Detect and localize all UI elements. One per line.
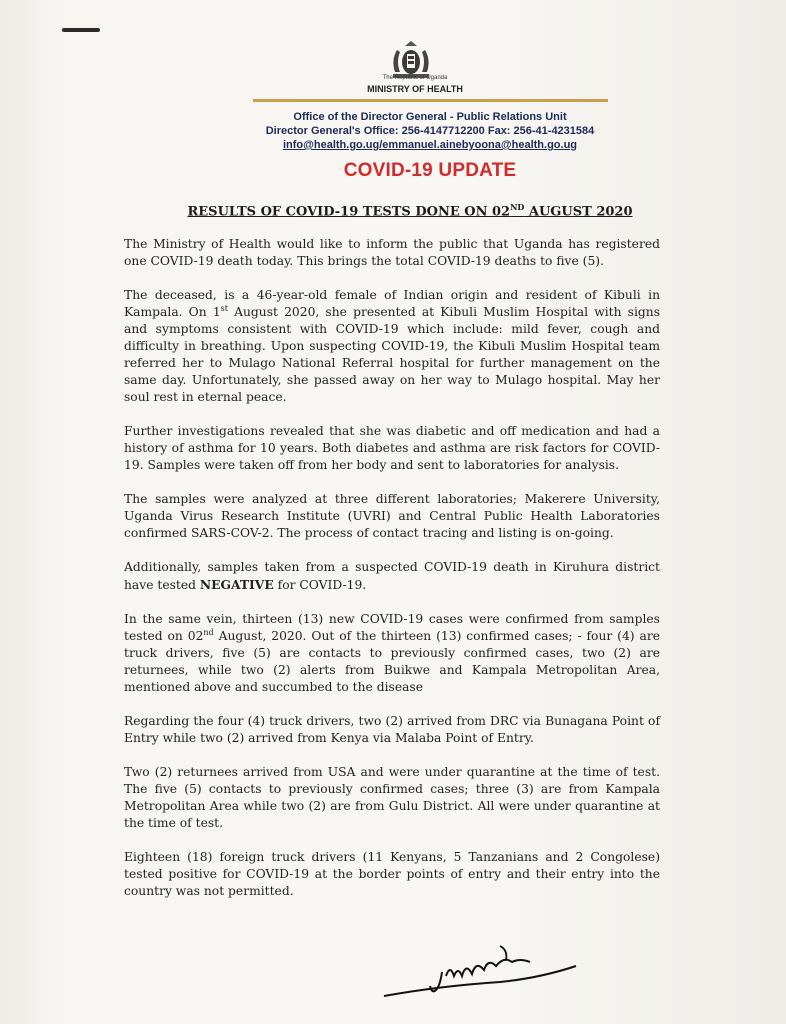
text-run: Additionally, samples taken from a suspected COVID-19 death in Kiruhura district have tested: [124, 560, 660, 592]
document-subtitle: [150, 202, 670, 219]
subtitle-suffix: AUGUST 2020: [524, 204, 633, 220]
paragraph-investigations: Further investigations revealed that she was diabetic and off medication and had a history of asthma for 10 years. Both diabetes and asthma are risk factors for COVID-19. Samples were taken off from her body and sent to laboratories for analysis.: [124, 424, 660, 472]
text-run: The deceased, is a 46-year-old female of Indian origin and resident of Kibuli in Kampala. On 1: [124, 288, 660, 319]
paragraph-deceased-details: [124, 287, 660, 406]
document-body: [124, 236, 660, 917]
paragraph-new-cases: [124, 611, 660, 696]
phone-line: Director General's Office: 256-4147712200 Fax: 256-41-4231584: [265, 125, 595, 137]
superscript: nd: [203, 627, 214, 637]
text-run: In the same vein, thirteen (13) new COVID-19 cases were confirmed from samples tested on 02: [124, 612, 660, 643]
subtitle-superscript: ND: [510, 202, 525, 212]
text-run: August, 2020. Out of the thirteen (13) confirmed cases; - four (4) are truck drivers, five (5) are contacts to previously confirmed cases, two (2) are returnees, while two (2) alerts from Buikwe and Kampala Metropolitan Area, mentioned above and succumbed to the disease: [124, 629, 660, 694]
paragraph-returnees-contacts: Two (2) returnees arrived from USA and were under quarantine at the time of test. The five (5) contacts to previously confirmed cases; three (3) are from Kampala Metropolitan Area while two (2) are from Gulu District. All were under quarantine at the time of test.: [124, 765, 660, 830]
subtitle-prefix: RESULTS OF COVID-19 TESTS DONE ON 02: [187, 204, 511, 220]
republic-label: The Republic of Uganda: [382, 75, 448, 81]
bold-text: NEGATIVE: [199, 577, 274, 592]
paragraph-foreign-drivers: Eighteen (18) foreign truck drivers (11 Kenyans, 5 Tanzanians and 2 Congolese) tested positive for COVID-19 at the border points of entry and their entry into the country was not permitted.: [124, 850, 660, 898]
paragraph-laboratories: The samples were analyzed at three different laboratories; Makerere University, Uganda Virus Research Institute (UVRI) and Central Public Health Laboratories confirmed SARS-COV-2. The process of contact tracing and listing is on-going.: [124, 492, 660, 540]
text-run: for COVID-19.: [273, 578, 367, 592]
header-divider: [253, 99, 608, 102]
office-line: Office of the Director General - Public Relations Unit: [293, 111, 567, 123]
superscript: st: [220, 303, 228, 313]
ministry-label: MINISTRY OF HEALTH: [367, 84, 463, 94]
paragraph-death-announcement: The Ministry of Health would like to inform the public that Uganda has registered one COVID-19 death today. This brings the total COVID-19 deaths to five (5).: [124, 237, 660, 268]
email-link[interactable]: info@health.go.ug/emmanuel.ainebyoona@health.go.ug: [282, 139, 578, 151]
office-contact-block: [200, 110, 660, 152]
handwritten-signature: [380, 936, 580, 1006]
paragraph-kiruhura: [124, 559, 660, 594]
paragraph-truck-drivers: Regarding the four (4) truck drivers, two (2) arrived from DRC via Bunagana Point of Entry while two (2) arrived from Kenya via Malaba Point of Entry.: [124, 714, 660, 745]
text-run: August 2020, she presented at Kibuli Muslim Hospital with signs and symptoms consistent with COVID-19 which include: mild fever, cough and difficulty in breathing. Upon suspecting COVID-19, the Kibuli Muslim Hospital team referred her to Mulago National Referral hospital for further management on the same day. Unfortunately, she passed away on her way to Mulago hospital. May her soul rest in eternal peace.: [124, 305, 661, 404]
margin-mark: [62, 28, 100, 32]
page-title: COVID-19 UPDATE: [343, 160, 517, 181]
